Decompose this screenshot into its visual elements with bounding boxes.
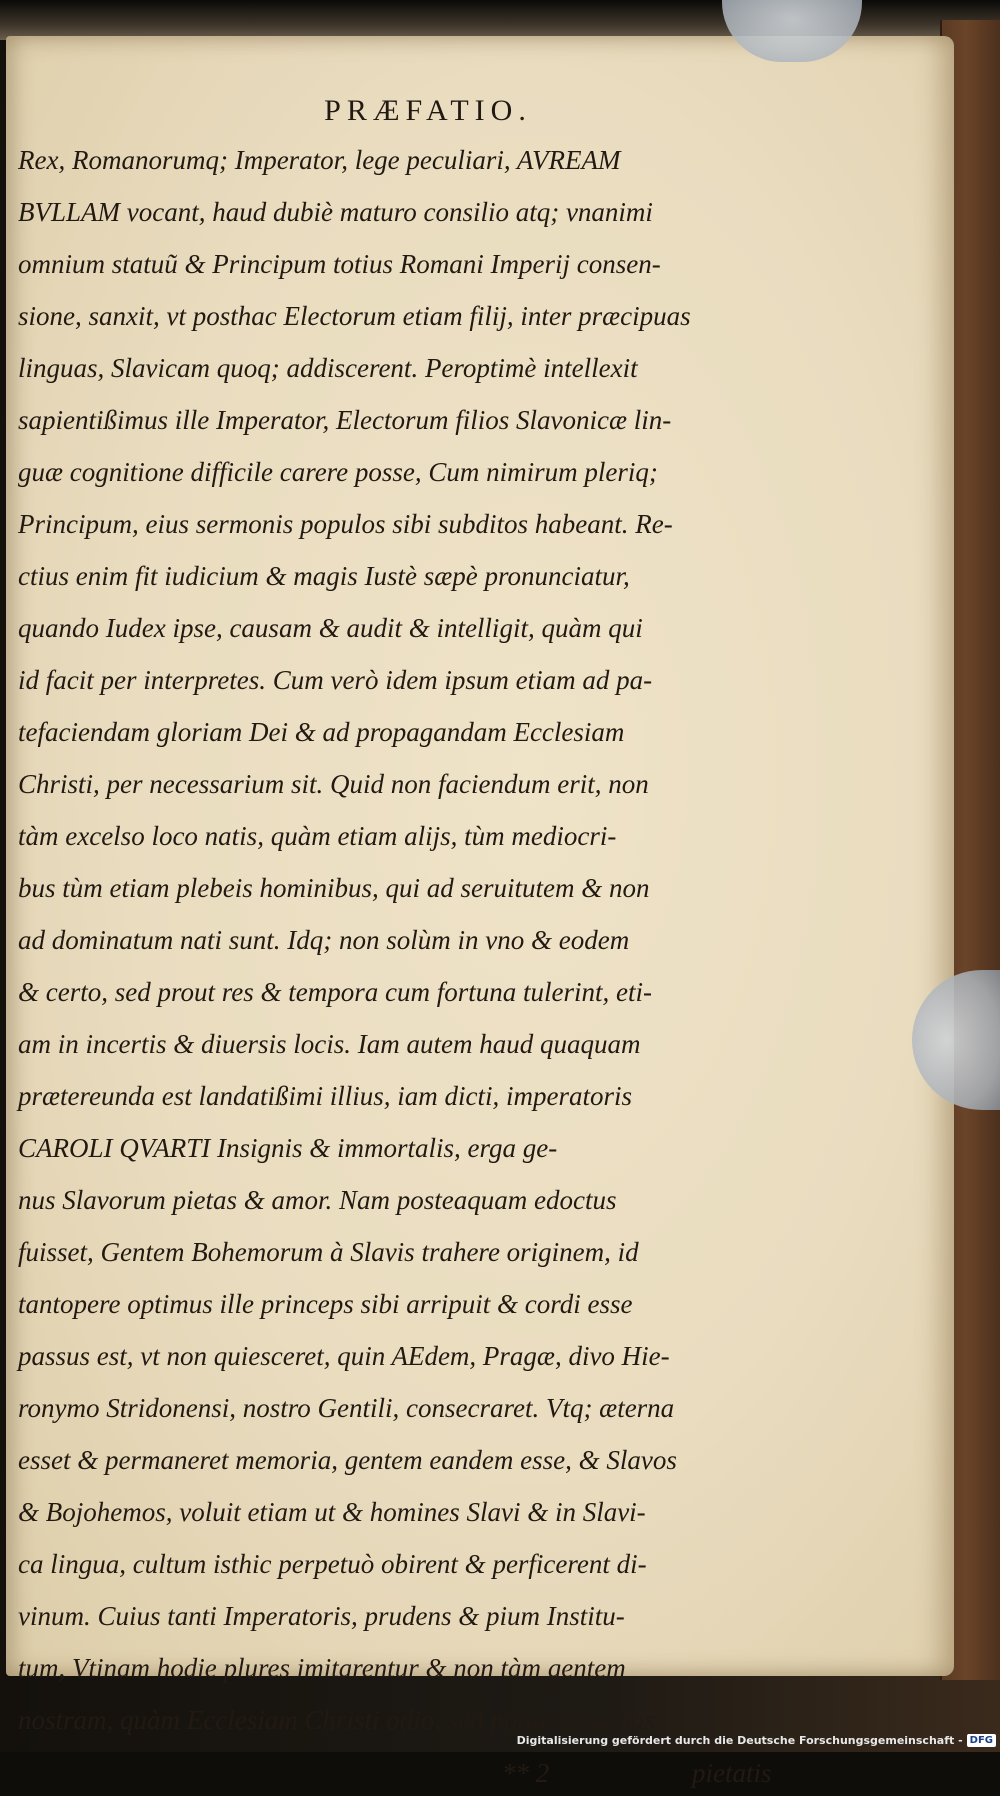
text-line: esset & permaneret memoria, gentem eandem esse, & Slavos bbox=[18, 1445, 677, 1475]
catchword: pietatis bbox=[692, 1758, 772, 1788]
text-line: guæ cognitione difficile carere posse, Cum nimirum pleriq; bbox=[18, 457, 658, 487]
text-line: nus Slavorum pietas & amor. Nam posteaquam edoctus bbox=[18, 1185, 617, 1215]
text-line: ca lingua, cultum isthic perpetuò obirent & perficerent di- bbox=[18, 1549, 647, 1579]
text-line: CAROLI QVARTI Insignis & immortalis, erga ge- bbox=[18, 1133, 558, 1163]
text-line: omnium statuũ & Principum totius Romani Imperij consen- bbox=[18, 249, 661, 279]
body-text bbox=[18, 134, 798, 1746]
credit-text: Digitalisierung gefördert durch die Deutsche Forschungsgemeinschaft - bbox=[516, 1734, 963, 1747]
text-line: tàm excelso loco natis, quàm etiam alijs, tùm mediocri- bbox=[18, 821, 617, 851]
text-line: Christi, per necessarium sit. Quid non faciendum erit, non bbox=[18, 769, 649, 799]
text-line: passus est, vt non quiesceret, quin AEdem, Pragæ, divo Hie- bbox=[18, 1341, 670, 1371]
text-line: sapientißimus ille Imperator, Electorum filios Slavonicæ lin- bbox=[18, 405, 672, 435]
signature-line bbox=[18, 1750, 798, 1796]
text-line: & certo, sed prout res & tempora cum fortuna tulerint, eti- bbox=[18, 977, 652, 1007]
text-line: Principum, eius sermonis populos sibi subditos habeant. Re- bbox=[18, 509, 673, 539]
text-line: quando Iudex ipse, causam & audit & intelligit, quàm qui bbox=[18, 613, 643, 643]
text-line: ctius enim fit iudicium & magis Iustè sæpè pronunciatur, bbox=[18, 561, 630, 591]
text-line: linguas, Slavicam quoq; addiscerent. Peroptimè intellexit bbox=[18, 353, 638, 383]
text-line: prætereunda est landatißimi illius, iam dicti, imperatoris bbox=[18, 1081, 632, 1111]
text-line: Rex, Romanorumq; Imperator, lege peculiari, AVREAM bbox=[18, 145, 621, 175]
text-line: BVLLAM vocant, haud dubiè maturo consilio atq; vnanimi bbox=[18, 197, 653, 227]
text-line: & Bojohemos, voluit etiam ut & homines Slavi & in Slavi- bbox=[18, 1497, 646, 1527]
text-line: ad dominatum nati sunt. Idq; non solùm in vno & eodem bbox=[18, 925, 630, 955]
text-line: nostram, quàm Ecclesiam Christi odio, sed potius omnibus bbox=[18, 1705, 655, 1735]
text-line: vinum. Cuius tanti Imperatoris, prudens & pium Institu- bbox=[18, 1601, 625, 1631]
dfg-logo: DFG bbox=[967, 1734, 996, 1747]
text-line: sione, sanxit, vt posthac Electorum etiam filij, inter præcipuas bbox=[18, 301, 691, 331]
text-line: ronymo Stridonensi, nostro Gentili, consecraret. Vtq; æterna bbox=[18, 1393, 675, 1423]
digitization-credit bbox=[517, 1731, 996, 1751]
printed-text-block bbox=[18, 88, 798, 1796]
text-line: id facit per interpretes. Cum verò idem ipsum etiam ad pa- bbox=[18, 665, 653, 695]
text-line: tantopere optimus ille princeps sibi arripuit & cordi esse bbox=[18, 1289, 633, 1319]
text-line: tum, Vtinam hodie plures imitarentur & non tàm gentem bbox=[18, 1653, 626, 1683]
running-head: PRÆFATIO. bbox=[324, 94, 532, 127]
signature-mark: ** 2 bbox=[502, 1758, 550, 1788]
text-line: tefaciendam gloriam Dei & ad propagandam Ecclesiam bbox=[18, 717, 625, 747]
text-line: fuisset, Gentem Bohemorum à Slavis trahere originem, id bbox=[18, 1237, 639, 1267]
text-line: bus tùm etiam plebeis hominibus, qui ad seruitutem & non bbox=[18, 873, 650, 903]
text-line: am in incertis & diuersis locis. Iam autem haud quaquam bbox=[18, 1029, 641, 1059]
